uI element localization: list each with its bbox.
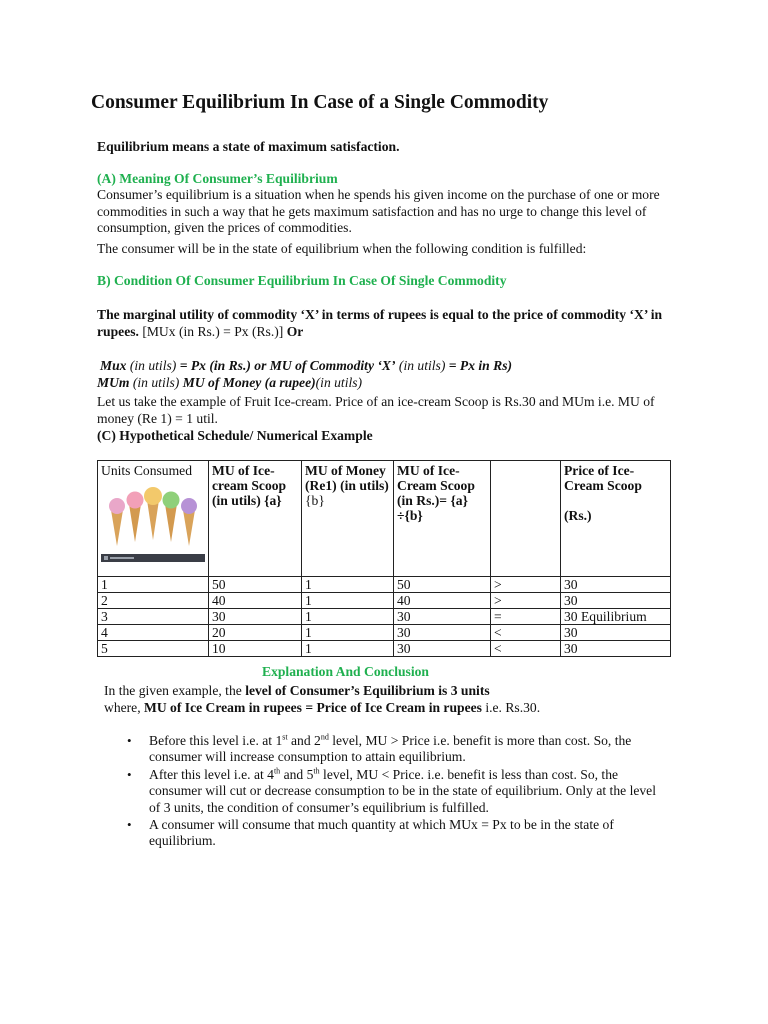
bullet1-sup2: nd	[320, 732, 329, 742]
bullet1-sup1: st	[282, 732, 288, 742]
formula-mu-money: MU of Money (a rupee)	[182, 375, 316, 390]
condition-bold: The marginal utility of commodity ‘X’ in terms of rupees is equal to the price of commodity ‘X’ in rupees.	[97, 307, 663, 339]
cell-units: 3	[98, 609, 209, 625]
bullet1-c: level, MU > Price i.e. benefit is more than cost. So, the consumer will increase consumption to attain equilibrium.	[149, 733, 632, 765]
formula-line-1	[100, 358, 512, 375]
section-b-heading: B) Condition Of Consumer Equilibrium In Case Of Single Commodity	[97, 273, 507, 288]
formula-unit-2: (in utils)	[395, 358, 449, 373]
cell-price: 30	[561, 641, 671, 657]
conclusion-heading: Explanation And Conclusion	[262, 664, 429, 679]
cell-mu: 50	[209, 577, 302, 593]
header-sign	[491, 461, 561, 577]
ice-cream-image	[101, 484, 205, 562]
bullet2-b: and 5	[280, 766, 314, 782]
cell-mum: 1	[302, 609, 394, 625]
cell-units: 4	[98, 625, 209, 641]
condition-or: Or	[286, 323, 304, 339]
conclusion-l2-text: where,	[104, 700, 145, 715]
formula-unit-3: (in utils)	[129, 375, 183, 390]
header-mu-money	[302, 461, 394, 577]
cell-units: 5	[98, 641, 209, 657]
schedule-table	[97, 460, 671, 657]
cell-mu-rs: 40	[394, 593, 491, 609]
cell-price: 30	[561, 577, 671, 593]
header-mu-ice-cream: MU of Ice-cream Scoop (in utils) {a}	[209, 461, 302, 577]
conclusion-line-2	[104, 700, 540, 717]
conclusion-line-1	[104, 683, 490, 700]
header-price	[561, 461, 671, 577]
formula-mux: Mux	[100, 358, 127, 373]
list-item	[105, 733, 665, 766]
cell-price: 30	[561, 625, 671, 641]
cell-mu: 40	[209, 593, 302, 609]
formula-px-2: = Px in Rs)	[448, 358, 513, 373]
list-item	[105, 767, 665, 816]
cell-price: 30	[561, 593, 671, 609]
table-row	[98, 625, 671, 641]
header-price-unit: (Rs.)	[564, 508, 592, 523]
cell-sign: >	[491, 593, 561, 609]
table-header-row	[98, 461, 671, 577]
table-row	[98, 593, 671, 609]
header-units-label: Units Consumed	[101, 463, 193, 478]
cell-mum: 1	[302, 577, 394, 593]
cell-mu-rs: 30	[394, 625, 491, 641]
bullet1-a: Before this level i.e. at 1	[149, 733, 283, 748]
ice-cream-cones-icon	[101, 484, 205, 562]
section-a-heading: (A) Meaning Of Consumer’s Equilibrium	[97, 171, 338, 186]
bullet-dot-icon: •	[127, 733, 132, 748]
formula-line-2	[97, 375, 362, 392]
cell-mu-rs: 30	[394, 641, 491, 657]
conclusion-l2-end: i.e. Rs.30.	[481, 700, 541, 715]
formula-px-1: = Px (in Rs.) or MU of Commodity ‘X’	[179, 358, 396, 373]
bullet1-b: and 2	[287, 733, 321, 748]
cell-sign: =	[491, 609, 561, 625]
condition-formula: [MUx (in Rs.) = Px (Rs.)]	[138, 323, 287, 339]
cell-mu: 30	[209, 609, 302, 625]
header-mu-rupees: MU of Ice-Cream Scoop (in Rs.)= {a}÷{b}	[394, 461, 491, 577]
header-mu-money-label: MU of Money (Re1) (in utils)	[305, 463, 389, 493]
section-a-para1: Consumer’s equilibrium is a situation when he spends his given income on the purchase of one or more commodities in such a way that he gets maximum satisfaction and has no urge to change this level of consumption, given the prices of commodities.	[97, 187, 660, 235]
section-a-para2: The consumer will be in the state of equilibrium when the following condition is fulfilled:	[97, 241, 587, 256]
conclusion-l2-bold: MU of Ice Cream in rupees = Price of Ice Cream in rupees	[144, 700, 482, 715]
cell-mu: 10	[209, 641, 302, 657]
intro-text: Equilibrium means a state of maximum satisfaction.	[97, 139, 400, 154]
table-row	[98, 577, 671, 593]
cell-mu-rs: 30	[394, 609, 491, 625]
page-title: Consumer Equilibrium In Case of a Single Commodity	[91, 92, 549, 113]
bullet3-text: A consumer will consume that much quantity at which MUx = Px to be in the state of equilibrium.	[149, 817, 614, 849]
header-mu-money-b: {b}	[305, 493, 325, 508]
header-units-consumed	[98, 461, 209, 577]
conclusion-l1-text: In the given example, the	[104, 683, 246, 698]
conclusion-l1-bold: level of Consumer’s Equilibrium is 3 units	[245, 683, 490, 698]
bullet2-sup2: th	[313, 766, 320, 776]
cell-mu: 20	[209, 625, 302, 641]
list-item	[105, 817, 665, 850]
cell-mum: 1	[302, 641, 394, 657]
table-row	[98, 609, 671, 625]
cell-units: 1	[98, 577, 209, 593]
bullet2-c: level, MU < Price. i.e. benefit is less than cost. So, the consumer will cut or decrease consumption to be in the state of equilibrium. Only at the level of 3 units, the condition of consumer’s equilibrium is fulfilled.	[149, 766, 656, 815]
section-c-heading: (C) Hypothetical Schedule/ Numerical Example	[97, 428, 373, 443]
header-price-label: Price of Ice-Cream Scoop	[564, 463, 642, 493]
bullet-dot-icon: •	[127, 766, 132, 782]
formula-unit-4: (in utils)	[315, 375, 363, 390]
cell-mum: 1	[302, 625, 394, 641]
cell-sign: <	[491, 625, 561, 641]
cell-sign: >	[491, 577, 561, 593]
bullet2-a: After this level i.e. at 4	[149, 766, 274, 782]
bullet-dot-icon: •	[127, 817, 132, 833]
bullet2-sup1: th	[273, 766, 281, 776]
formula-mum: MUm	[97, 375, 130, 390]
cell-mum: 1	[302, 593, 394, 609]
cell-mu-rs: 50	[394, 577, 491, 593]
conclusion-bullet-list	[105, 733, 665, 850]
cell-sign: <	[491, 641, 561, 657]
cell-units: 2	[98, 593, 209, 609]
example-text: Let us take the example of Fruit Ice-cream. Price of an ice-cream Scoop is Rs.30 and MUm i.e. MU of money (Re 1) = 1 util.	[97, 394, 655, 426]
table-row	[98, 641, 671, 657]
condition-statement	[97, 307, 682, 340]
formula-unit-1: (in utils)	[126, 358, 180, 373]
cell-price: 30 Equilibrium	[561, 609, 671, 625]
